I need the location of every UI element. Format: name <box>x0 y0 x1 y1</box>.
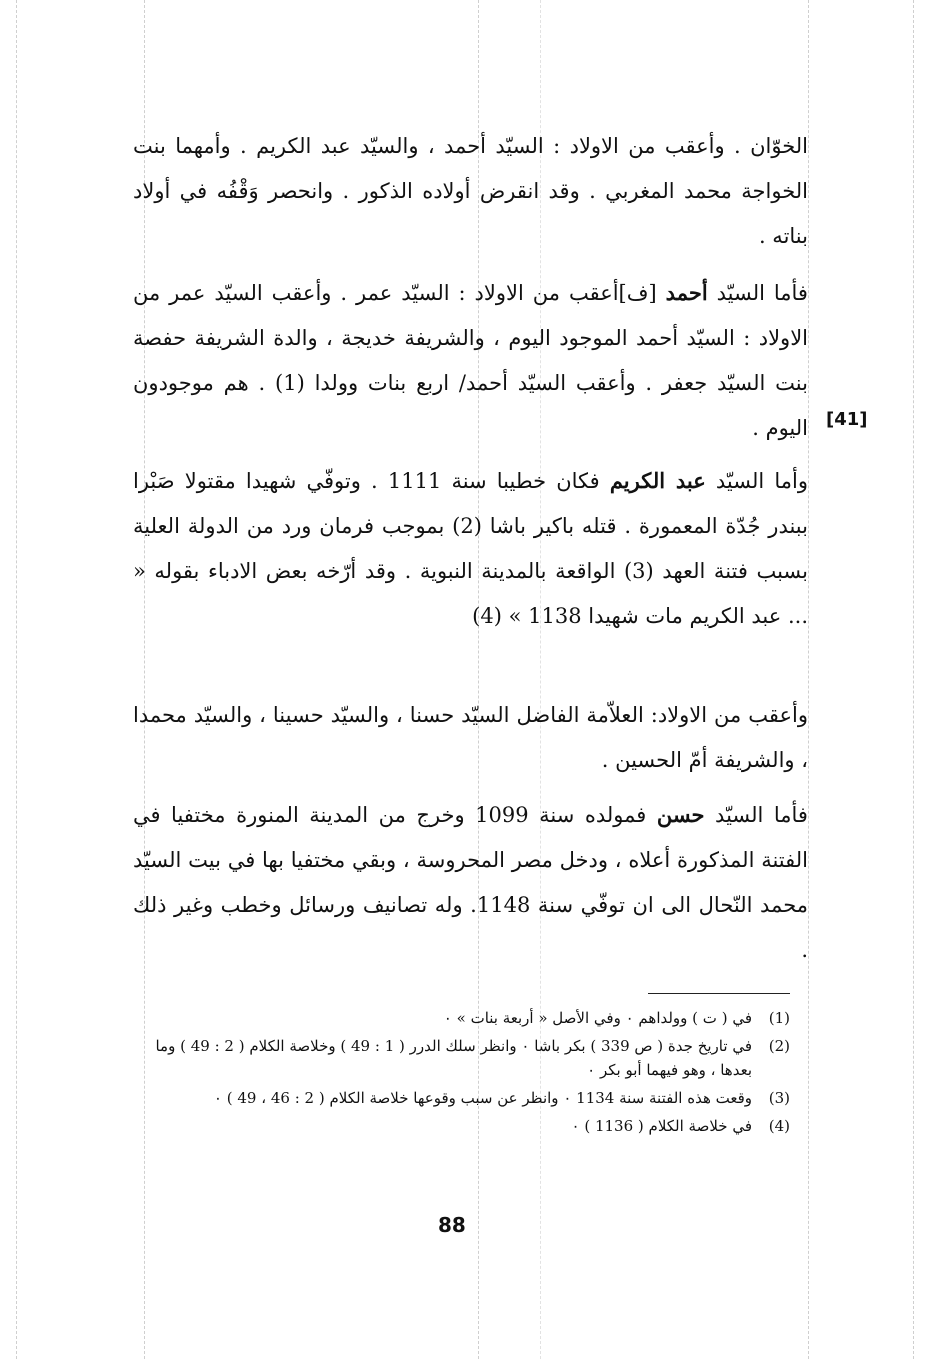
footnote-number: (2) <box>768 1037 790 1055</box>
footnote-text: في تاريخ جدة ( ص 339 ) بكر باشا ٠ وانظر سلك الدرر ( 1 : 49 ) وخلاصة الكلام ( 2 : 49 ) وما بعدها ، وهو فيهما أبو بكر ٠ <box>155 1037 752 1079</box>
paragraph-lead: فأما السيّد <box>716 281 808 305</box>
scan-guide-line <box>16 0 17 1359</box>
heading-name-hasan: حسن <box>656 802 705 827</box>
footnote-number: (1) <box>768 1009 790 1027</box>
paragraph-sayyid-abd-al-karim <box>133 458 808 639</box>
heading-name-ahmad: أحمد <box>665 280 708 305</box>
footnote-item <box>120 1006 790 1030</box>
paragraph-offspring <box>133 693 808 783</box>
paragraph-text: الخوّان . وأعقب من الاولاد : السيّد أحمد ، والسيّد عبد الكريم . وأمهما بنت الخواجة محمد المغربي . وقد انقرض أولاده الذكور . وانحصر وَقْفُه في أولاد بناته . <box>133 134 808 248</box>
footnote-item <box>120 1034 790 1082</box>
footnote-text: في ( ت ) وولداهم ٠ وفي الأصل « أربعة بنات » ٠ <box>443 1009 752 1027</box>
paragraph-sayyid-hasan <box>133 792 808 973</box>
manuscript-folio-marker: [41] <box>826 409 868 430</box>
scan-guide-line <box>808 0 809 1359</box>
footnote-item <box>120 1114 790 1138</box>
paragraph-lead: وأما السيّد <box>715 469 808 493</box>
footnote-item <box>120 1086 790 1110</box>
paragraph-text: فمولده سنة 1099 وخرج من المدينة المنورة مختفيا في الفتنة المذكورة أعلاه ، ودخل مصر المحروسة ، وبقي مختفيا بها في بيت السيّد محمد النّحال الى ان توفّي سنة 1148. وله تصانيف ورسائل وخطب وغير ذلك . <box>133 803 808 962</box>
paragraph-lineage-intro <box>133 124 808 259</box>
footnote-number: (4) <box>768 1117 790 1135</box>
heading-name-abd-al-karim: عبد الكريم <box>609 468 706 493</box>
footnotes-section <box>120 1006 790 1142</box>
paragraph-lead: فأما السيّد <box>715 803 808 827</box>
page-number: 88 <box>438 1213 466 1237</box>
footnote-text: في خلاصة الكلام ( 1136 ) ٠ <box>571 1117 752 1135</box>
footnote-divider <box>648 993 790 994</box>
paragraph-text: [ف]أعقب من الاولاد : السيّد عمر . وأعقب السيّد عمر من الاولاد : السيّد أحمد الموجود اليوم ، والشريفة خديجة ، والدة الشريفة حفصة بنت السيّد جعفر . وأعقب السيّد أحمد/ اربع بنات وولدا (1) . هم موجودون اليوم . <box>133 281 808 440</box>
paragraph-text: فكان خطيبا سنة 1111 . وتوفّي شهيدا مقتولا صَبْرا ببندر جُدّة المعمورة . قتله باكير باشا (2) بموجب فرمان ورد من الدولة العلية بسبب فتنة العهد (3) الواقعة بالمدينة النبوية . وقد أرّخه بعض الادباء بقوله « ... عبد الكريم مات شهيدا 1138 » (4) <box>133 469 809 628</box>
paragraph-sayyid-ahmad <box>133 270 808 451</box>
paragraph-text: وأعقب من الاولاد: العلاّمة الفاضل السيّد حسنا ، والسيّد حسينا ، والسيّد محمدا ، والشريفة أمّ الحسين . <box>133 703 808 772</box>
footnote-text: وقعت هذه الفتنة سنة 1134 ٠ وانظر عن سبب وقوعها خلاصة الكلام ( 2 : 46 ، 49 ) ٠ <box>213 1089 752 1107</box>
footnote-number: (3) <box>768 1089 790 1107</box>
scan-guide-line <box>913 0 914 1359</box>
